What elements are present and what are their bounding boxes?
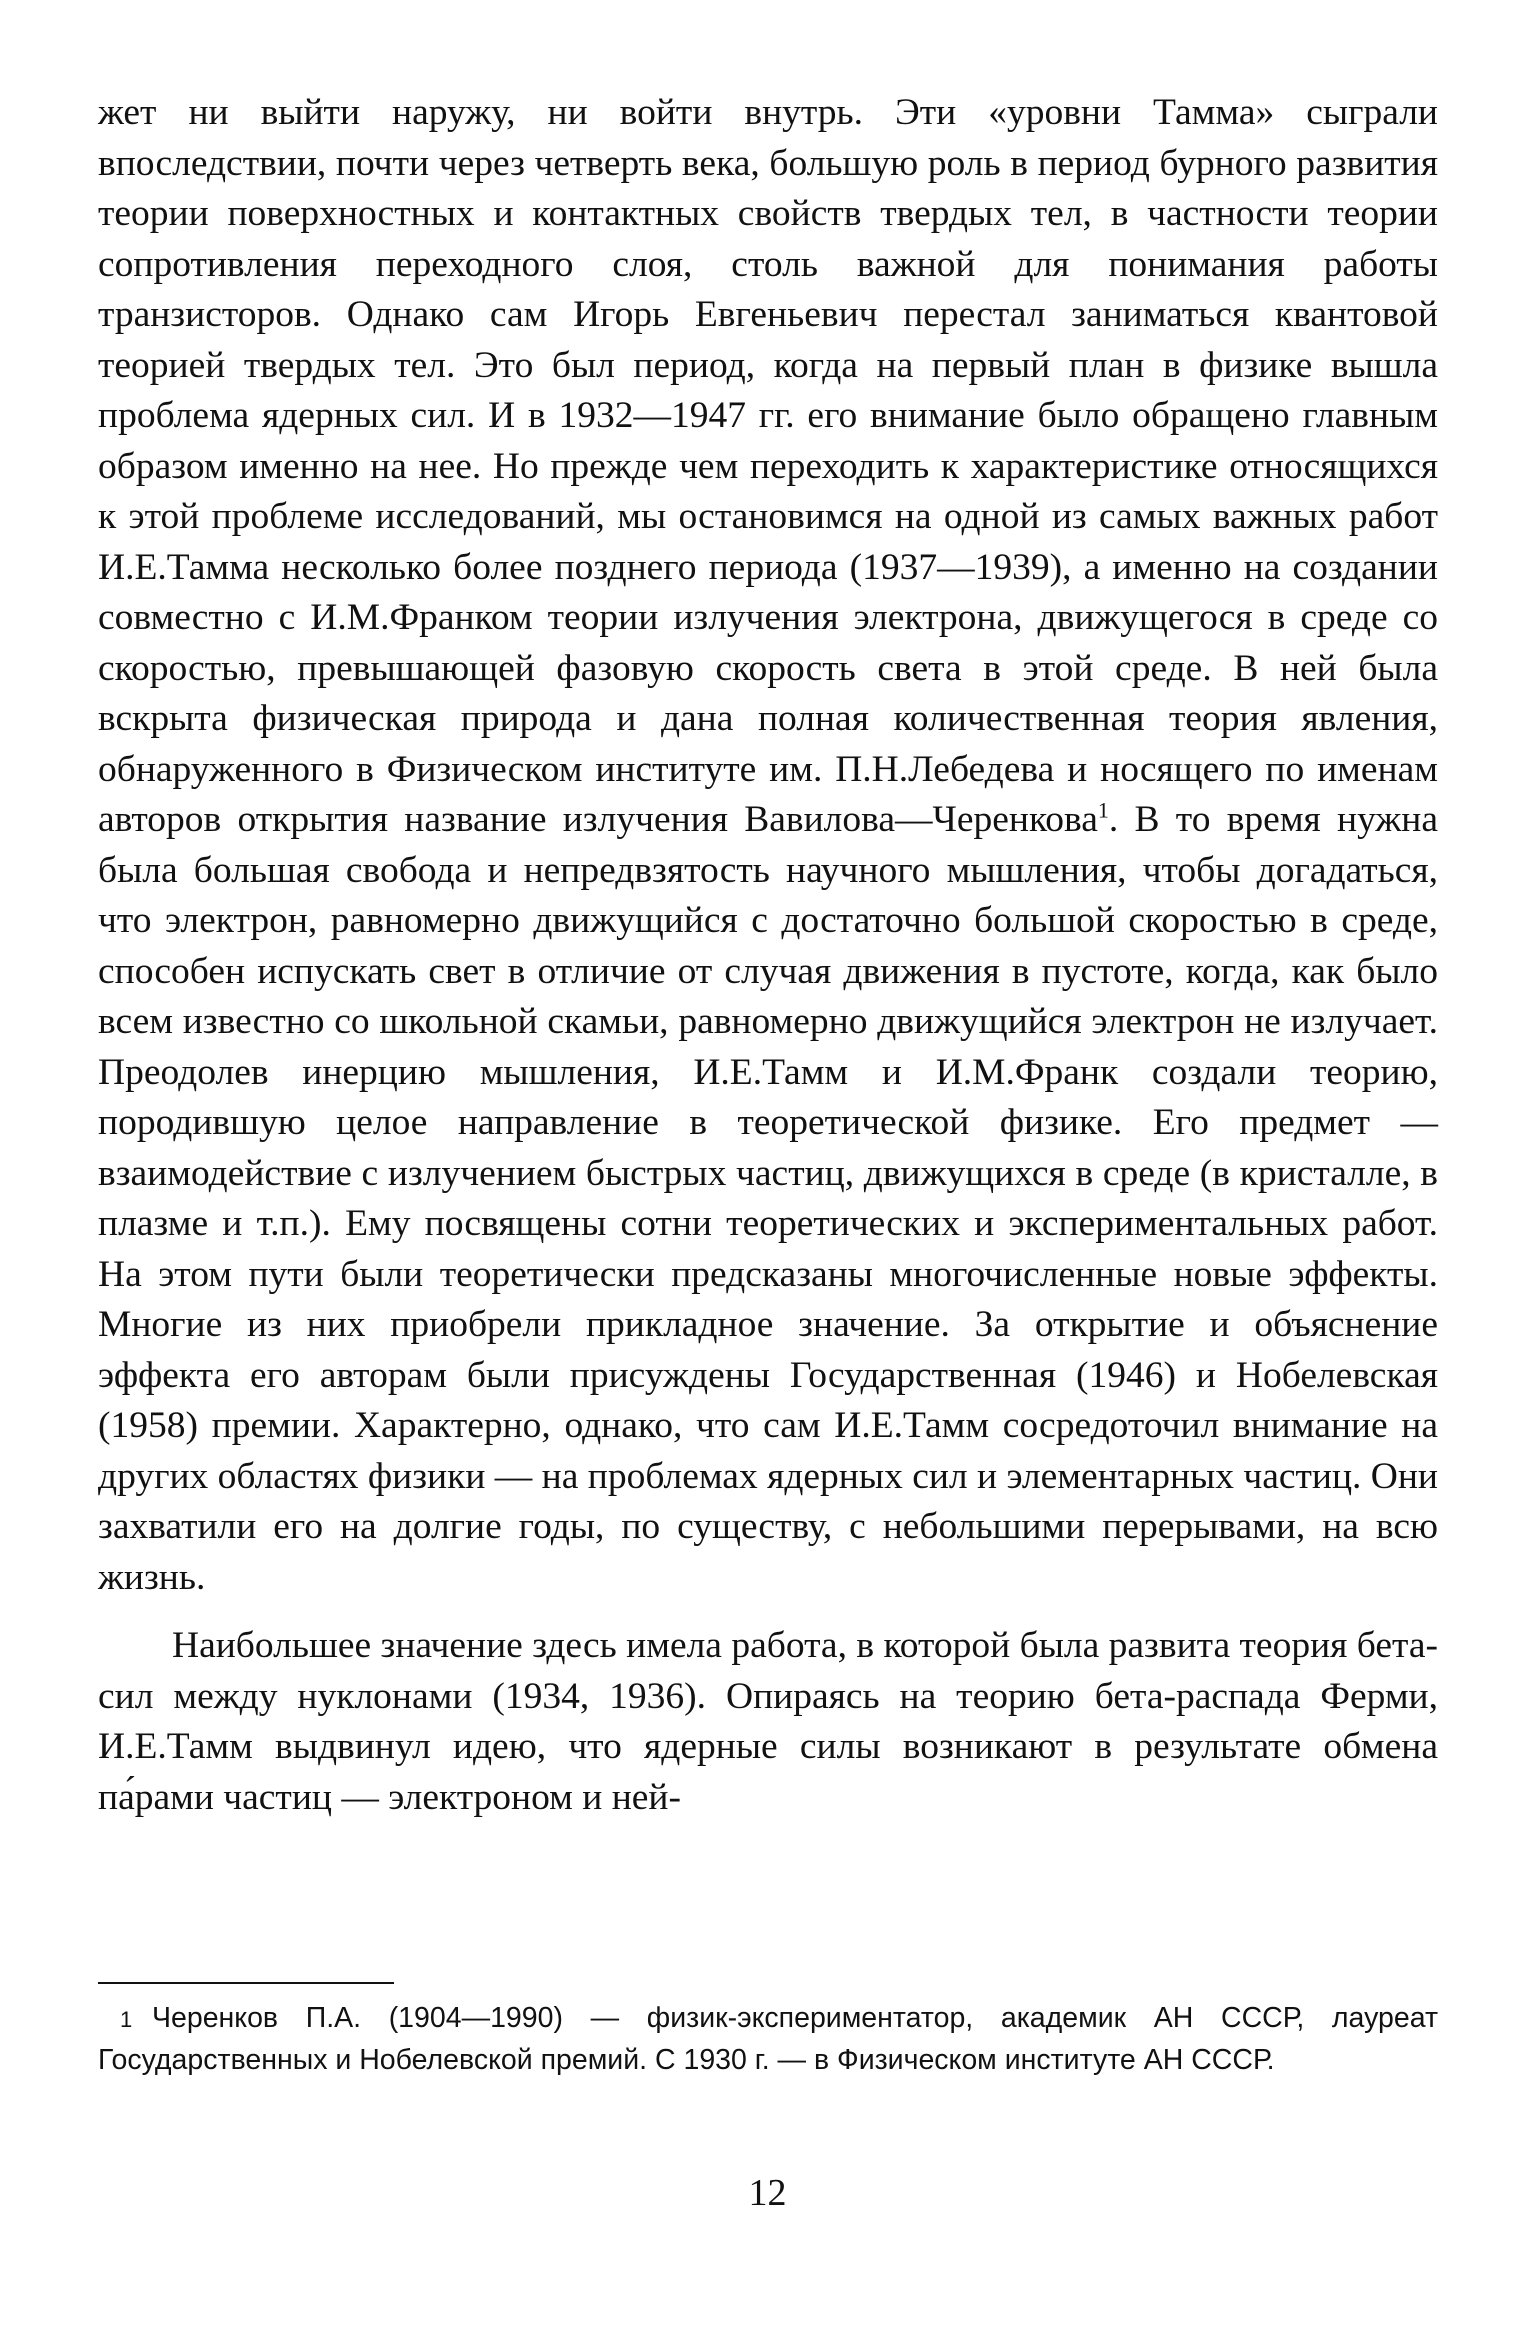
page-number: 12 [748, 2172, 787, 2214]
paragraph-1-text-a: жет ни выйти наружу, ни войти внутрь. Эти «уровни Тамма» сыграли впоследствии, почти через четверть века, большую роль в период бурного развития теории поверхностных и контактных свойств твердых тел, в частности теории сопротивления переходного слоя, столь важной для понимания работы транзисторов. Однако сам Игорь Евгеньевич перестал заниматься квантовой теорией твердых тел. Это был период, когда на первый план в физике вышла проблема ядерных сил. И в 1932—1947 гг. его внимание было обращено главным образом именно на нее. Но прежде чем переходить к характеристике относящихся к этой проблеме исследований, мы остановимся на одной из самых важных работ И.Е.Тамма несколько более позднего периода (1937—1939), а именно на создании совместно с И.М.Франком теории излучения электрона, движущегося в среде со скоростью, превышающей фазовую скорость света в этой среде. В ней была вскрыта физическая природа и дана полная количественная теория явления, обнаруженного в Физическом институте им. П.Н.Лебедева и носящего по именам авторов открытия название излучения Вавилова—Черенкова [98, 92, 1438, 840]
main-text [98, 88, 1438, 1823]
paragraph-1-text-b: . В то время нужна была большая свобода и непредвзятость научного мышления, чтобы догадаться, что электрон, равномерно движущийся с достаточно большой скоростью в среде, способен испускать свет в отличие от случая движения в пустоте, когда, как было всем известно со школьной скамьи, равномерно движущийся электрон не излучает. Преодолев инерцию мышления, И.Е.Тамм и И.М.Франк создали теорию, породившую целое направление в теоретической физике. Его предмет — взаимодействие с излучением быстрых частиц, движущихся в среде (в кристалле, в плазме и т.п.). Ему посвящены сотни теоретических и экспериментальных работ. На этом пути были теоретически предсказаны многочисленные новые эффекты. Многие из них приобрели прикладное значение. За открытие и объяснение эффекта его авторам были присуждены Государственная (1946) и Нобелевская (1958) премии. Характерно, однако, что сам И.Е.Тамм сосредоточил внимание на других областях физики — на проблемах ядерных сил и элементарных частиц. Они захватили его на долгие годы, по существу, с небольшими перерывами, на всю жизнь. [98, 799, 1439, 1598]
paragraph-2: Наибольшее значение здесь имела работа, в которой была развита теория бета-сил между нуклонами (1934, 1936). Опираясь на теорию бета-распада Ферми, И.Е.Тамм выдвинул идею, что ядерные силы возникают в результате обмена па́рами частиц — электроном и ней- [98, 1625, 1438, 1818]
paragraph-1 [98, 88, 1438, 1603]
footnote-mark: 1 [120, 2007, 133, 2032]
footnote [98, 1998, 1438, 2080]
footnote-divider [98, 1982, 394, 1984]
footnote-text: Черенков П.А. (1904—1990) — физик-экспериментатор, академик АН СССР, лауреат Государственных и Нобелевской премий. С 1930 г. — в Физическом институте АН СССР. [98, 2002, 1438, 2076]
footnote-reference[interactable]: 1 [1097, 797, 1109, 823]
